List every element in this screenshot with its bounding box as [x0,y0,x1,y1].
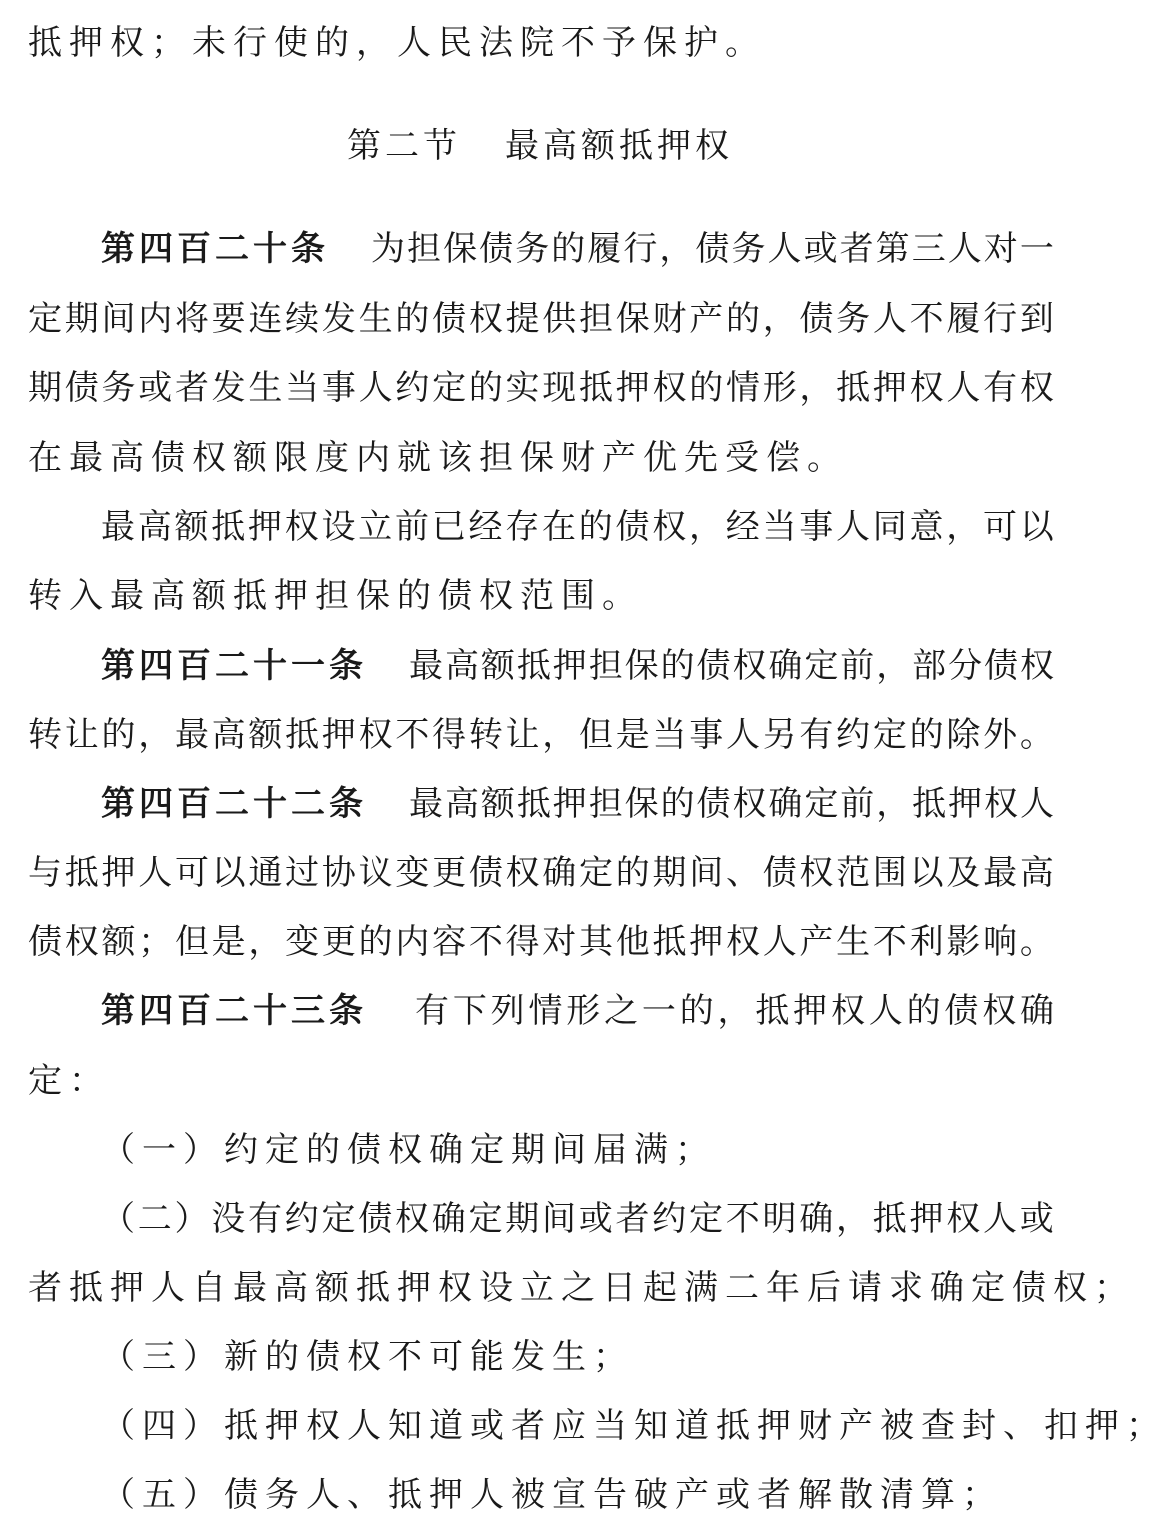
text-line: 与 抵 押 人 可 以 通 过 协 议 变 更 债 权 确 定 的 期 间 、 债 权 范 围 以 及 最 高 [28,853,1054,893]
list-item: （三）新的债权不可能发生； [101,1337,634,1377]
text-line: 最 高 额 抵 押 担 保 的 债 权 确 定 前 ， 抵 押 权 人 [409,784,1054,824]
text-line: 最 高 额 抵 押 权 设 立 前 已 经 存 在 的 债 权 ， 经 当 事 人 同 意 ， 可 以 [101,507,1054,547]
article-423-first-line [101,982,1054,1040]
text-line: 期 债 务 或 者 发 生 当 事 人 约 定 的 实 现 抵 押 权 的 情 形 ， 抵 押 权 人 有 权 [28,368,1054,408]
section-name: 最高额抵押权 [505,126,733,166]
article-420-first-line [101,220,1054,278]
article-heading: 第四百二十条 [101,229,329,269]
text-line: 转入最高额抵押担保的债权范围。 [28,576,643,616]
text-line: 定 期 间 内 将 要 连 续 发 生 的 债 权 提 供 担 保 财 产 的 ， 债 务 人 不 履 行 到 [28,299,1054,339]
text-line: 有 下 列 情 形 之 一 的 ， 抵 押 权 人 的 债 权 确 [415,991,1054,1031]
text-line: 为 担 保 债 务 的 履 行 ， 债 务 人 或 者 第 三 人 对 一 [371,229,1054,269]
text-line: 定： [28,1061,110,1101]
article-heading: 第四百二十三条 [101,991,367,1031]
text-line: 最 高 额 抵 押 担 保 的 债 权 确 定 前 ， 部 分 债 权 [409,646,1054,686]
article-heading: 第四百二十二条 [101,784,367,824]
article-heading: 第四百二十一条 [101,646,367,686]
list-item: （ 二 ） 没 有 约 定 债 权 确 定 期 间 或 者 约 定 不 明 确 ， 抵 押 权 人 或 [101,1199,1054,1239]
text-line: 债 权 额 ； 但 是 ， 变 更 的 内 容 不 得 对 其 他 抵 押 权 人 产 生 不 利 影 响 。 [28,922,1054,962]
section-title [0,117,1080,175]
list-item: （四）抵押权人知道或者应当知道抵押财产被查封、扣押； [101,1406,1167,1446]
article-422-first-line [101,775,1054,833]
text-line: 抵押权；未行使的，人民法院不予保护。 [28,23,766,63]
article-421-first-line [101,637,1054,695]
text-line: 在最高债权额限度内就该担保财产优先受偿。 [28,438,848,478]
list-item: （一）约定的债权确定期间届满； [101,1130,716,1170]
section-number: 第二节 [347,126,461,166]
text-line: 转 让 的 ， 最 高 额 抵 押 权 不 得 转 让 ， 但 是 当 事 人 另 有 约 定 的 除 外 。 [28,715,1054,755]
list-item-continuation: 者抵押人自最高额抵押权设立之日起满二年后请求确定债权； [28,1268,1135,1308]
list-item: （五）债务人、抵押人被宣告破产或者解散清算； [101,1475,1003,1515]
